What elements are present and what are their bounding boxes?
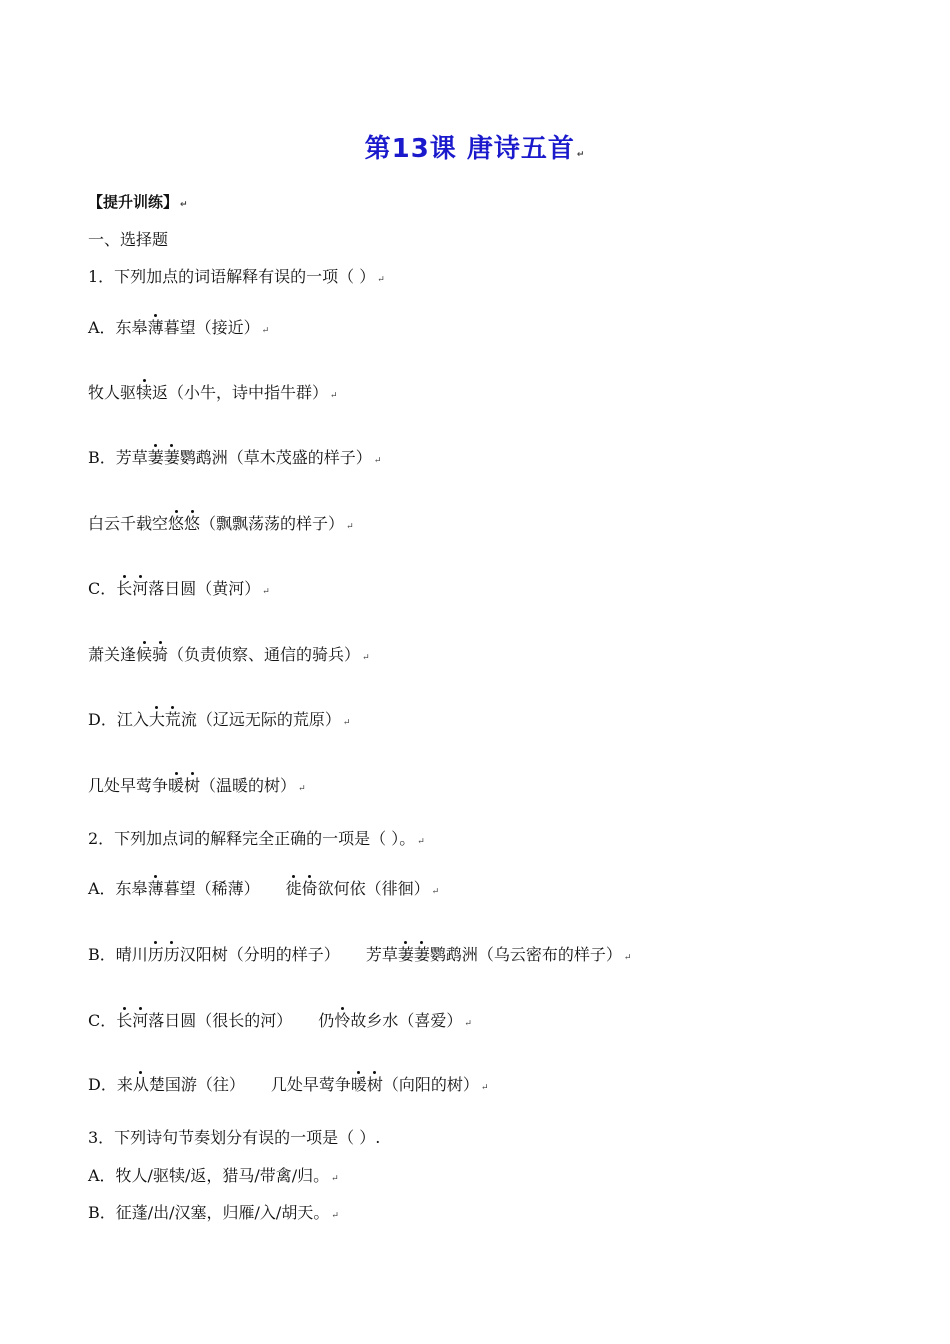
- q1-line: 牧人驱犊返（小牛，诗中指牛群） ↵: [88, 383, 338, 402]
- page-title: 第13课 唐诗五首 ↵: [364, 134, 586, 164]
- q1-line: C．长河落日圆（黄河） ↵: [88, 579, 270, 598]
- q1-line: 几处早莺争暖树（温暖的树） ↵: [88, 776, 306, 795]
- q1-line: 白云千载空悠悠（飘飘荡荡的样子） ↵: [88, 514, 354, 533]
- q2-line: A．东皋薄暮望（稀薄） 徙倚欲何依（徘徊） ↵: [88, 879, 440, 898]
- q2-line: B．晴川历历汉阳树（分明的样子） 芳草萋萋鹦鹉洲（乌云密布的样子） ↵: [88, 945, 632, 964]
- q2-line: C．长河落日圆（很长的河） 仍怜故乡水（喜爱） ↵: [88, 1011, 472, 1030]
- section-heading: 【提升训练】 ↵: [88, 193, 188, 211]
- part-heading: 一、选择题: [88, 230, 169, 249]
- q1-stem: 1．下列加点的词语解释有误的一项（ ） ↵: [88, 267, 385, 286]
- q3-stem: 3．下列诗句节奏划分有误的一项是（ ）.: [88, 1128, 381, 1147]
- q1-line: D．江入大荒流（辽远无际的荒原） ↵: [88, 710, 351, 729]
- q1-line: 萧关逢候骑（负责侦察、通信的骑兵） ↵: [88, 645, 370, 664]
- q1-line: B．芳草萋萋鹦鹉洲（草木茂盛的样子） ↵: [88, 448, 382, 467]
- q3-line: A．牧人/驱犊/返，猎马/带禽/归。 ↵: [88, 1166, 339, 1185]
- q3-line: B．征蓬/出/汉塞，归雁/入/胡天。 ↵: [88, 1203, 339, 1222]
- q2-line: D．来从楚国游（往） 几处早莺争暖树（向阳的树） ↵: [88, 1075, 489, 1094]
- q2-stem: 2．下列加点词的解释完全正确的一项是（ ）。 ↵: [88, 829, 425, 848]
- q1-line: A．东皋薄暮望（接近） ↵: [88, 318, 270, 337]
